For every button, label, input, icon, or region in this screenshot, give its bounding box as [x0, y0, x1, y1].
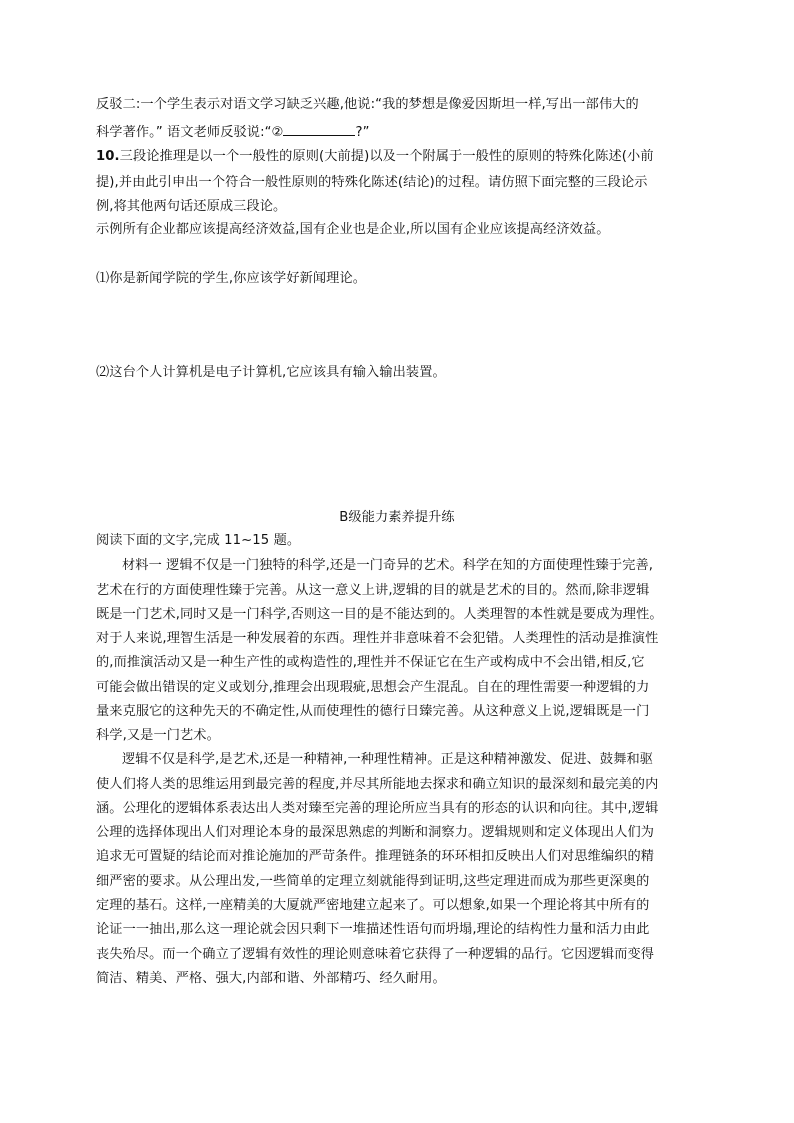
material1-line: 可能会做出错误的定义或划分,推理会出现瑕疵,思想会产生混乱。自在的理性需要一种逻辑的力: [96, 680, 650, 695]
material1-para2-line: 逻辑不仅是科学,是艺术,还是一种精神,一种理性精神。正是这种精神激发、促进、鼓舞和驱: [122, 752, 654, 767]
material1-para2-line: 丧失殆尽。而一个确立了逻辑有效性的理论则意味着它获得了一种逻辑的品行。它因逻辑而变得: [96, 947, 655, 962]
question-number: 10.: [96, 149, 120, 164]
q10-line1: [96, 148, 654, 166]
q10-example: 示例所有企业都应该提高经济效益,国有企业也是企业,所以国有企业应该提高经济效益。: [96, 222, 610, 237]
material1-line: 艺术在行的方面使理性臻于完善。从这一意义上讲,逻辑的目的就是艺术的目的。然而,除非逻辑: [96, 583, 650, 598]
q10-line2: 提),并由此引申出一个符合一般性原则的特殊化陈述(结论)的过程。请仿照下面完整的三段论示: [96, 175, 648, 190]
material1-para2-line: 公理的选择体现出人们对理论本身的最深思熟虑的判断和洞察力。逻辑规则和定义体现出人们为: [96, 825, 655, 840]
rebuttal2-line2-text: 科学著作。” 语文老师反驳说:“②: [96, 125, 284, 140]
material1-para2-line: 定理的基石。这样,一座精美的大厦就严密地建立起来了。可以想象,如果一个理论将其中所有的: [96, 898, 650, 913]
material1-line: 的,而推演活动又是一种生产性的或构造性的,理性并不保证它在生产或构成中不会出错,相反,它: [96, 655, 645, 670]
material1-line: 既是一门艺术,同时又是一门科学,否则这一目的是不能达到的。人类理智的本性就是要成为理性。: [96, 607, 663, 622]
material1-line: 量来克服它的这种先天的不确定性,从而使理性的德行日臻完善。从这种意义上说,逻辑既是一门: [96, 704, 650, 719]
rebuttal2-line1: 反驳二:一个学生表示对语文学习缺乏兴趣,他说:“我的梦想是像爱因斯坦一样,写出一部伟大的: [96, 97, 639, 112]
section-b-title: B级能力素养提升练: [339, 510, 455, 525]
material1-line: 科学,又是一门艺术。: [96, 728, 220, 743]
material1-line: 材料一 逻辑不仅是一门独特的科学,还是一门奇异的艺术。科学在知的方面使理性臻于完善,: [122, 558, 654, 573]
material1-para2-line: 追求无可置疑的结论而对推论施加的严苛条件。推理链条的环环相扣反映出人们对思维编织的精: [96, 849, 655, 864]
material1-para2-line: 论证一一抽出,那么这一理论就会因只剩下一堆描述性语句而坍塌,理论的结构性力量和活力由此: [96, 922, 650, 937]
q10-line3: 例,将其他两句话还原成三段论。: [96, 199, 287, 214]
material1-para2-line: 简洁、精美、严格、强大,内部和谐、外部精巧、经久耐用。: [96, 971, 446, 986]
q10-item2: ⑵这台个人计算机是电子计算机,它应该具有输入输出装置。: [96, 365, 446, 380]
material1-para2-line: 使人们将人类的思维运用到最完善的程度,并尽其所能地去探求和确立知识的最深刻和最完美的内: [96, 777, 659, 792]
q10-item1: ⑴你是新闻学院的学生,你应该学好新闻理论。: [96, 271, 367, 286]
q10-line1-text: 三段论推理是以一个一般性的原则(大前提)以及一个附属于一般性的原则的特殊化陈述(小前: [119, 149, 654, 164]
material1-line: 对于人来说,理智生活是一种发展着的东西。理性并非意味着不会犯错。人类理性的活动是推演性: [96, 631, 659, 646]
rebuttal2-line2: [96, 122, 370, 142]
material1-para2-line: 细严密的要求。从公理出发,一些简单的定理立刻就能得到证明,这些定理进而成为那些更深奥的: [96, 874, 650, 889]
section-b-instruction: 阅读下面的文字,完成 11~15 题。: [96, 533, 301, 548]
material1-para2-line: 涵。公理化的逻辑体系表达出人类对臻至完善的理论所应当具有的形态的认识和向往。其中,逻辑: [96, 801, 659, 816]
answer-blank[interactable]: [283, 122, 355, 136]
rebuttal2-line2-end: ?”: [355, 125, 370, 140]
